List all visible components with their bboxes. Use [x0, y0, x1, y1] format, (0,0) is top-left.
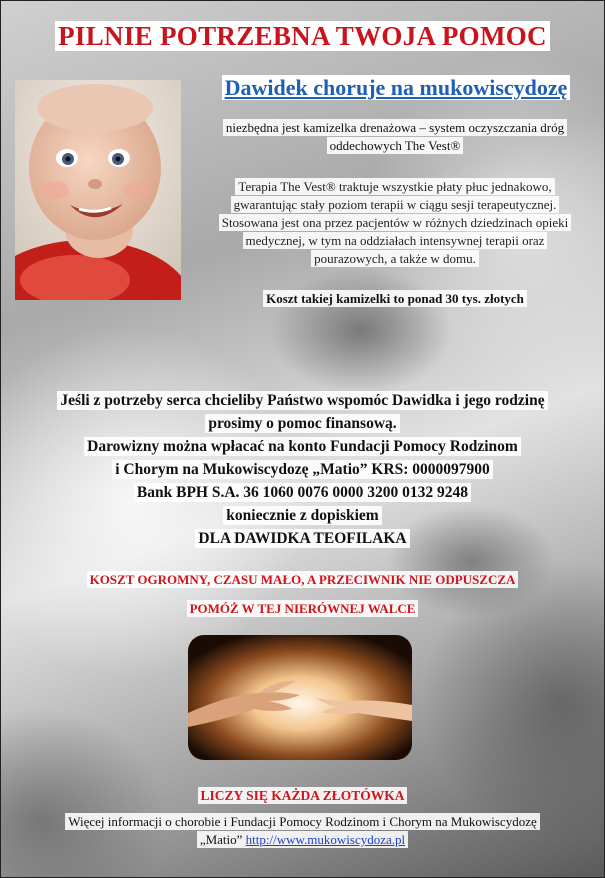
footer-matio: „Matio” [199, 832, 243, 847]
intro-paragraph [189, 119, 601, 155]
therapy-line: Stosowana jest ona przez pacjentów w różnych dziedzinach opieki [219, 214, 572, 231]
slogan-cost [1, 572, 604, 588]
therapy-line: Terapia The Vest® traktuje wszystkie płaty płuc jednakowo, [235, 178, 554, 195]
every-zloty-counts-text: LICZY SIĘ KAŻDA ZŁOTÓWKA [198, 787, 408, 804]
every-zloty-counts [1, 788, 604, 804]
appeal-line: Darowizny można wpłacać na konto Fundacji Pomocy Rodzinom [84, 437, 521, 456]
slogan-help-text: POMÓŻ W TEJ NIERÓWNEJ WALCE [187, 600, 419, 617]
slogan-cost-text: KOSZT OGROMNY, CZASU MAŁO, A PRZECIWNIK NIE ODPUSZCZA [87, 571, 519, 588]
footer-line: Więcej informacji o chorobie i Fundacji Pomocy Rodzinom i Chorym na Mukowiscydozę [65, 813, 539, 830]
appeal-line: prosimy o pomoc finansową. [205, 414, 399, 433]
therapy-paragraph [189, 178, 601, 268]
website-link[interactable]: http://www.mukowiscydoza.pl [245, 832, 406, 847]
bank-account-line: Bank BPH S.A. 36 1060 0076 0000 3200 0132 9248 [134, 483, 471, 502]
transfer-note-line: DLA DAWIDKA TEOFILAKA [195, 529, 409, 548]
appeal-line: Jeśli z potrzeby serca chcieliby Państwo wspomóc Dawidka i jego rodzinę [57, 391, 547, 410]
appeal-line: i Chorym na Mukowiscydozę „Matio” KRS: 0000097900 [112, 460, 493, 479]
slogan-help [1, 601, 604, 617]
page-title: PILNIE POTRZEBNA TWOJA POMOC [1, 21, 604, 52]
footer-info [1, 813, 604, 849]
therapy-line: gwarantując stały poziom terapii w ciągu sesji terapeutycznej. [231, 196, 560, 213]
therapy-line: pourazowych, a także w domu. [311, 250, 479, 267]
subtitle-heading [191, 75, 601, 101]
intro-line: niezbędna jest kamizelka drenażowa – system oczyszczania dróg [223, 119, 567, 136]
subtitle-link[interactable]: Dawidek choruje na mukowiscydozę [222, 75, 571, 100]
cost-line: Koszt takiej kamizelki to ponad 30 tys. złotych [263, 290, 527, 307]
appeal-line: koniecznie z dopiskiem [223, 506, 381, 525]
cost-text [189, 290, 601, 308]
donation-appeal [1, 389, 604, 550]
therapy-line: medycznej, w tym na oddziałach intensywnej terapii oraz [243, 232, 548, 249]
hands-photo [188, 635, 412, 760]
baby-photo [15, 80, 181, 300]
intro-line: oddechowych The Vest® [327, 137, 464, 154]
